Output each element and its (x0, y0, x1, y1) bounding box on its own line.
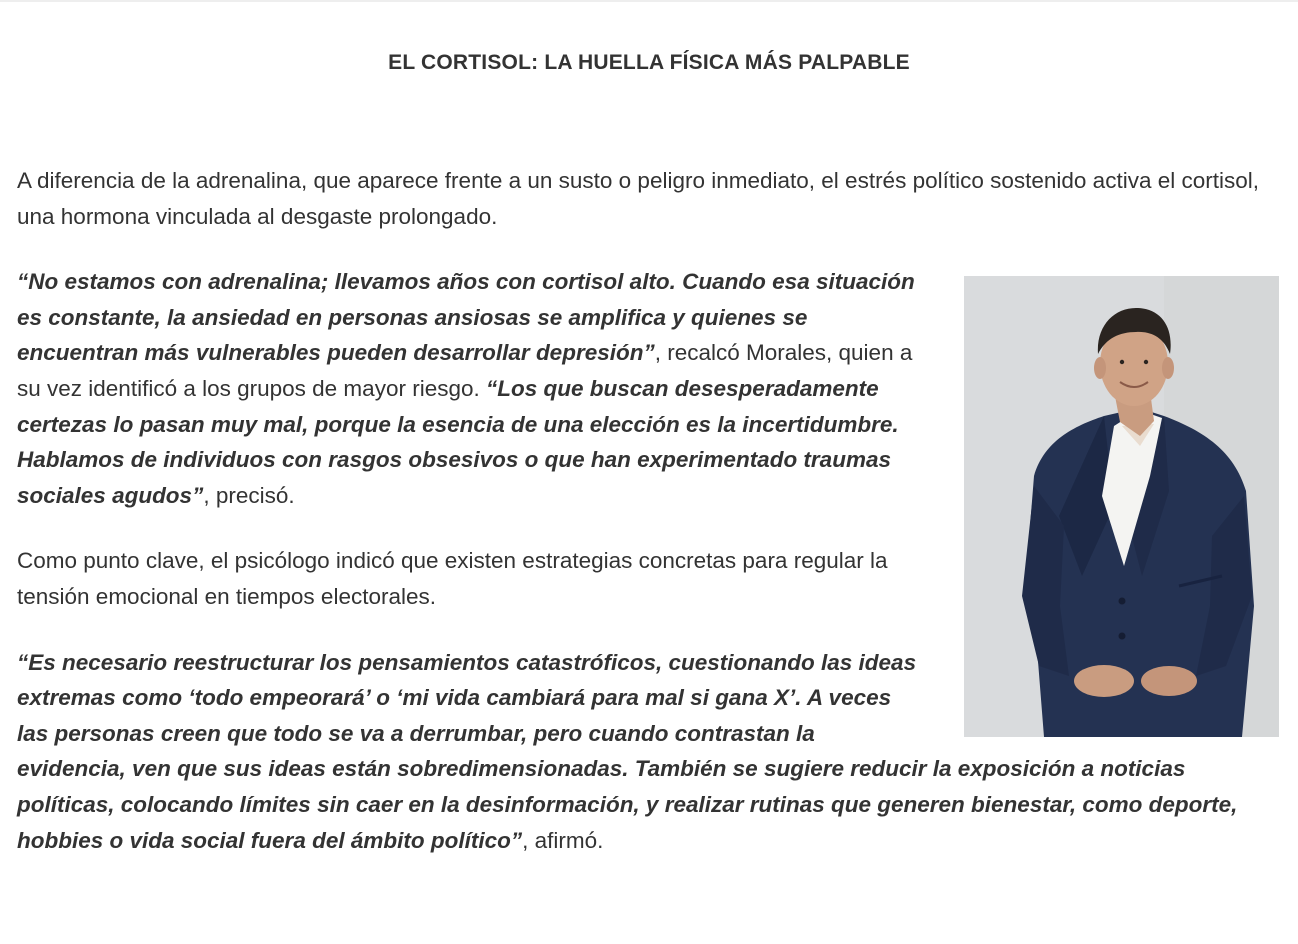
section-heading: EL CORTISOL: LA HUELLA FÍSICA MÁS PALPABLE (388, 51, 910, 75)
attribution-afirmo: , afirmó. (522, 827, 604, 853)
attribution-morales: , recalcó Morales, quien a su vez identificó a los grupos de mayor riesgo. (17, 340, 913, 401)
quote-strategies: “Es necesario reestructurar los pensamientos catastróficos, cuestionando las ideas extremas como ‘todo empeorará’ o ‘mi vida cambiará para mal si gana X’. A veces las personas creen que todo se va a derrumbar, pero cuando contrastan la evidencia, ven que sus ideas están sobredimensionadas. También se sugiere reducir la exposición a noticias políticas, colocando límites sin caer en la desinformación, y realizar rutinas que generen bienestar, como deporte, hobbies o vida social fuera del ámbito político” (17, 649, 1238, 853)
portrait-illustration (964, 276, 1279, 737)
portrait-photo (964, 276, 1279, 737)
quote-risk-groups: “Los que buscan desesperadamente certezas lo pasan muy mal, porque la esencia de una elección es la incertidumbre. Hablamos de individuos con rasgos obsesivos o que han experimentado traumas sociales agudos” (17, 375, 899, 508)
quote-cortisol: “No estamos con adrenalina; llevamos años con cortisol alto. Cuando esa situación es constante, la ansiedad en personas ansiosas se amplifica y quienes se encuentran más vulnerables pueden desarrollar depresión” (17, 269, 915, 366)
attribution-preciso: , precisó. (203, 482, 295, 508)
paragraph-intro: A diferencia de la adrenalina, que aparece frente a un susto o peligro inmediato, el estrés político sostenido activa el cortisol, una hormona vinculada al desgaste prolongado. (17, 168, 1259, 229)
top-divider (0, 0, 1298, 2)
paragraph-strategies: Como punto clave, el psicólogo indicó que existen estrategias concretas para regular la tensión emocional en tiempos electorales. (17, 548, 888, 609)
article-body (17, 163, 1279, 888)
